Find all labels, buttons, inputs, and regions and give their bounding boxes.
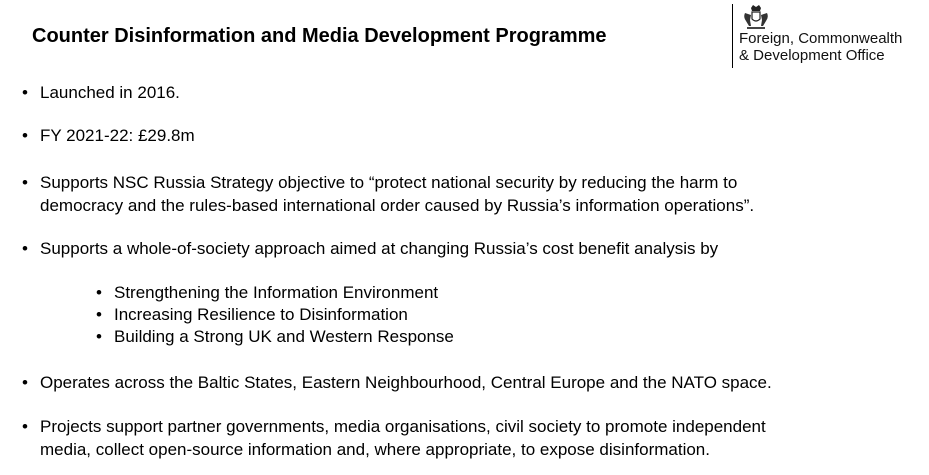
logo-line-1: Foreign, Commonwealth xyxy=(739,30,903,47)
bullet-text: Supports a whole-of-society approach aimed at changing Russia’s cost benefit analysis by xyxy=(40,239,719,258)
bullet-text-line-1: Supports NSC Russia Strategy objective to “protect national security by reducing the harm to xyxy=(40,173,738,192)
logo-line-2: & Development Office xyxy=(739,47,885,64)
bullet-text: Launched in 2016. xyxy=(40,83,180,102)
bullet-text-line-1: Projects support partner governments, media organisations, civil society to promote independent xyxy=(40,417,766,436)
bullet-dot: • xyxy=(22,239,28,258)
bullet-dot: • xyxy=(22,173,28,192)
bullet-dot: • xyxy=(96,327,102,346)
bullet-dot: • xyxy=(96,305,102,324)
bullet-text-line-2: democracy and the rules-based international order caused by Russia’s information operations”. xyxy=(40,196,755,215)
bullet-dot: • xyxy=(22,83,28,102)
sub-bullet-text: Increasing Resilience to Disinformation xyxy=(114,305,408,324)
page-title: Counter Disinformation and Media Development Programme xyxy=(32,25,607,47)
bullet-text: Operates across the Baltic States, Eastern Neighbourhood, Central Europe and the NATO space. xyxy=(40,373,772,392)
bullet-text: FY 2021-22: £29.8m xyxy=(40,126,195,145)
bullet-dot: • xyxy=(96,283,102,302)
sub-bullet-text: Strengthening the Information Environment xyxy=(114,283,439,302)
bullet-dot: • xyxy=(22,417,28,436)
royal-crest-icon xyxy=(741,4,771,30)
sub-bullet-text: Building a Strong UK and Western Response xyxy=(114,327,454,346)
fcdo-logo xyxy=(732,4,902,68)
bullet-text-line-2: media, collect open-source information and, where appropriate, to expose disinformation. xyxy=(40,440,710,459)
bullet-dot: • xyxy=(22,126,28,145)
bullet-dot: • xyxy=(22,373,28,392)
